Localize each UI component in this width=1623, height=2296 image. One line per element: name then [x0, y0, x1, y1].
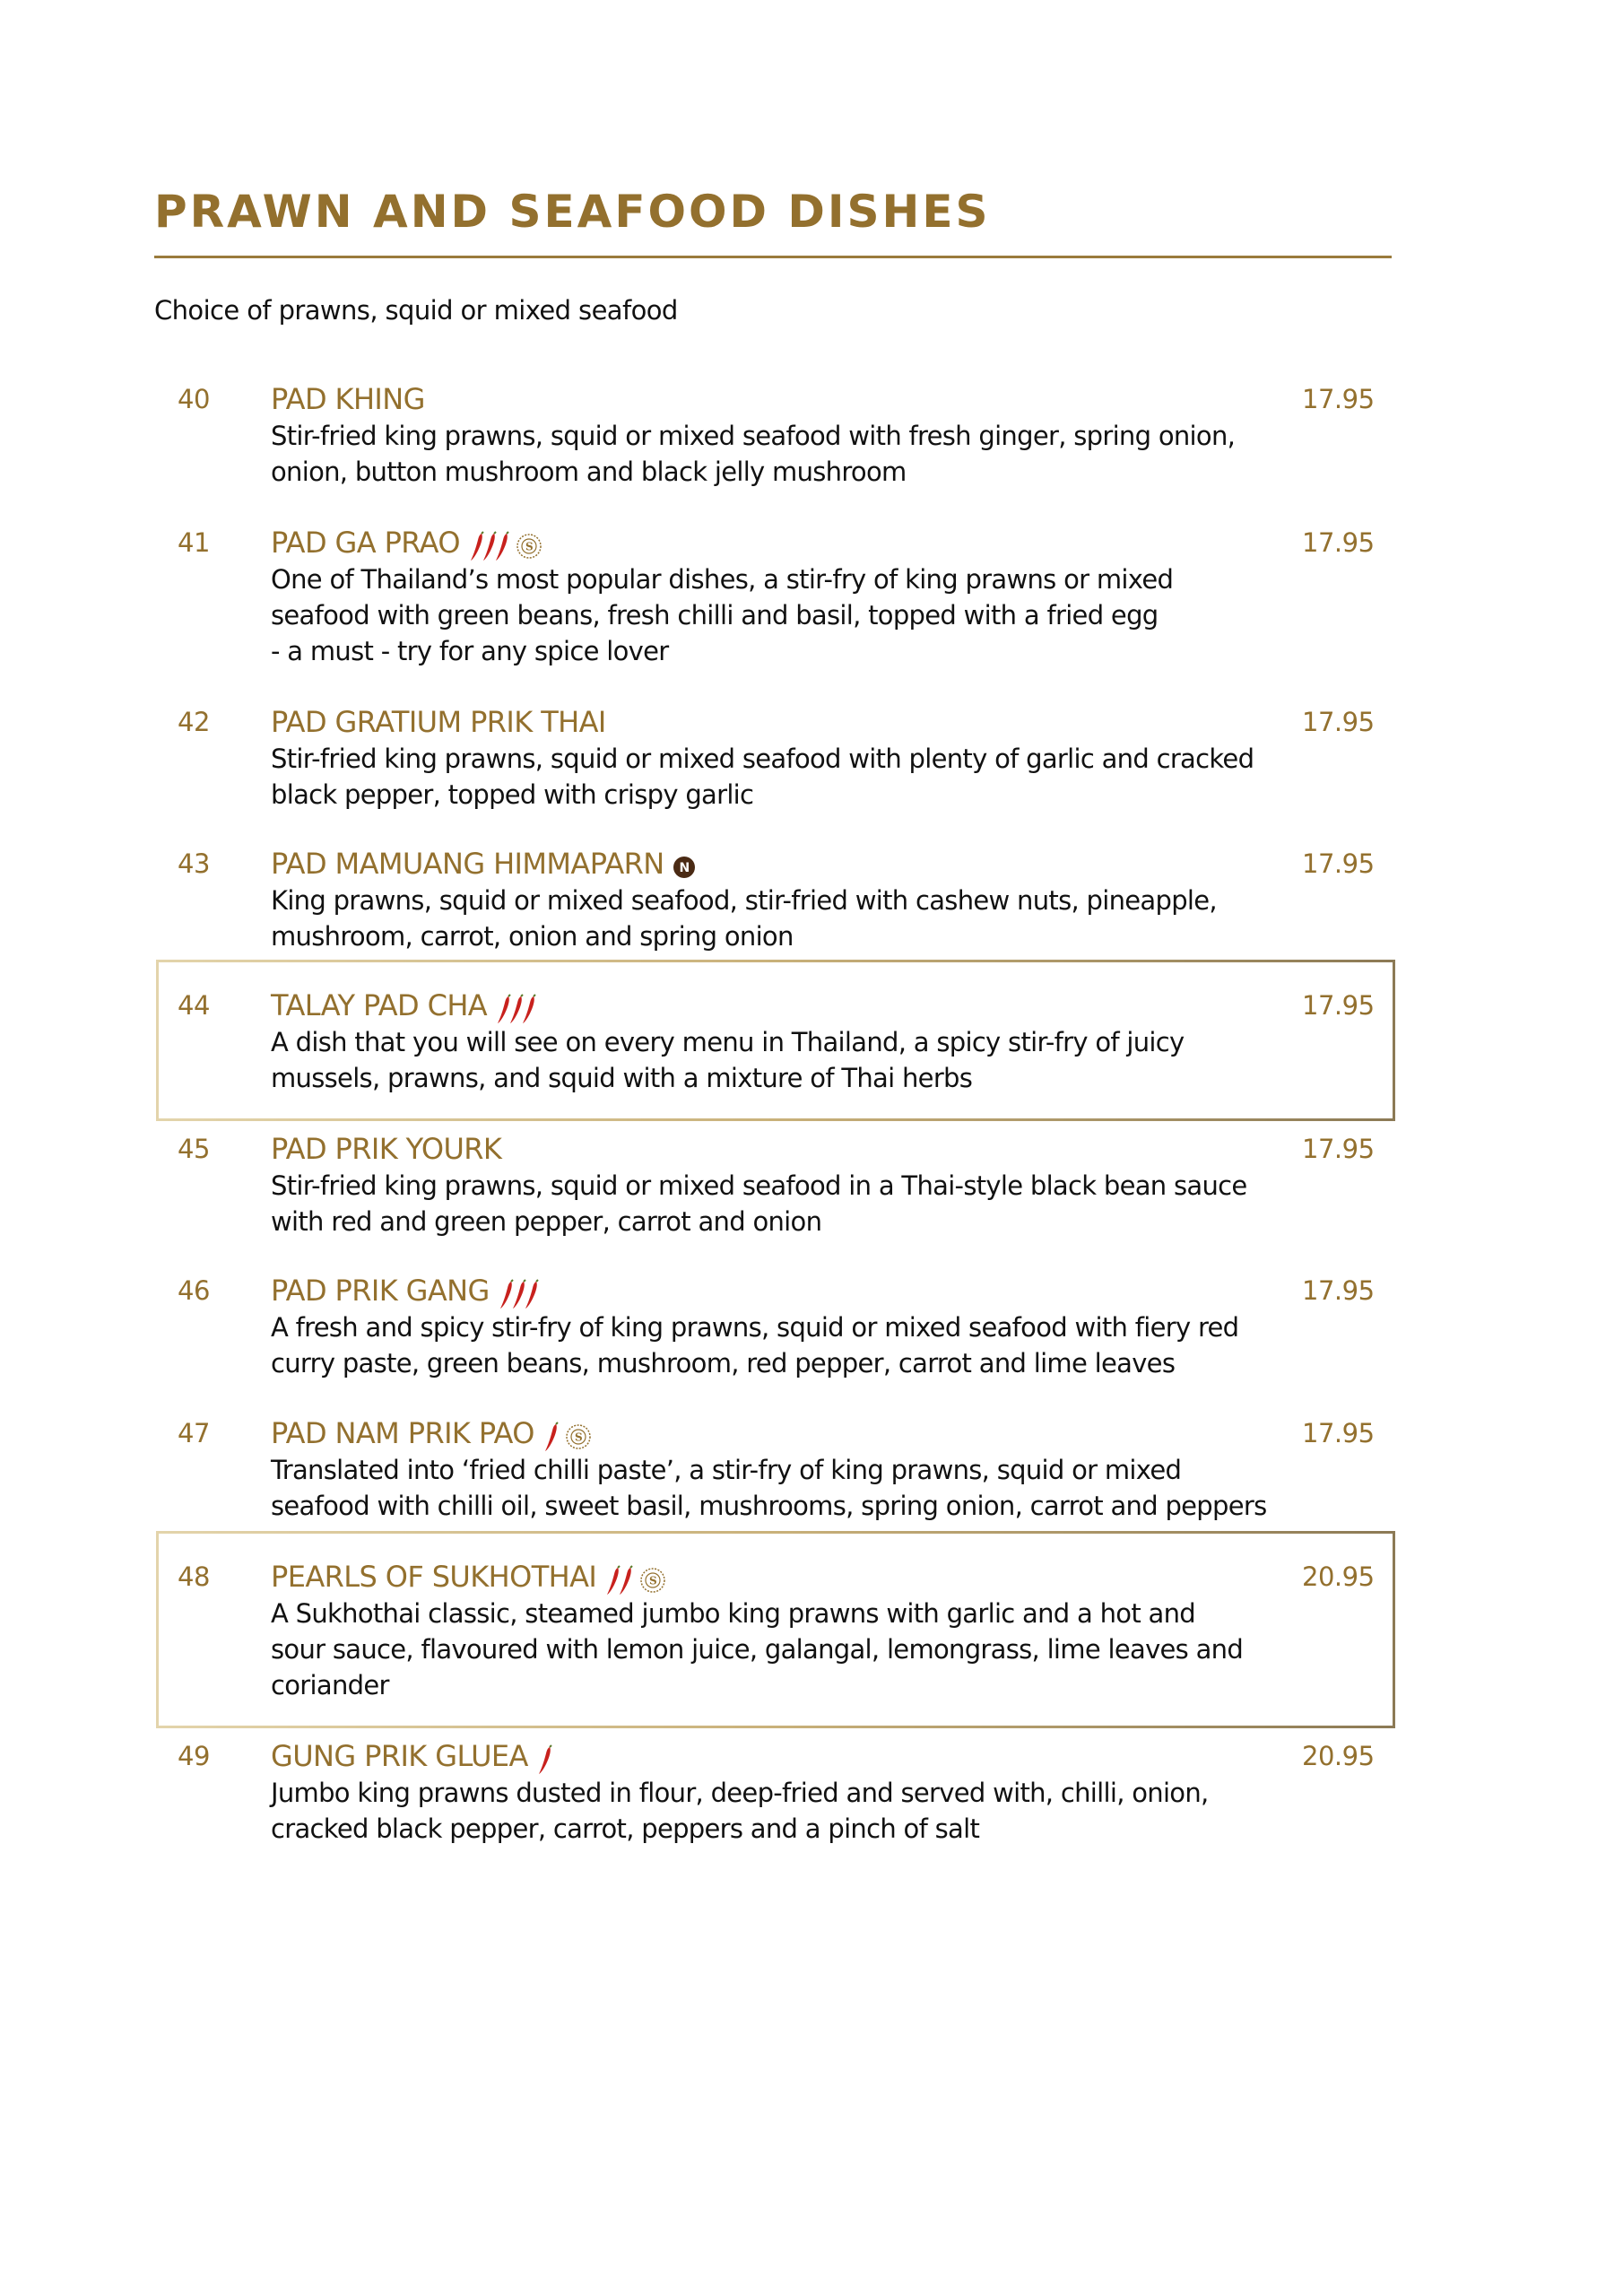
page-title: PRAWN AND SEAFOOD DISHES [154, 186, 991, 238]
nuts-icon [672, 848, 697, 883]
item-icons [542, 1416, 592, 1454]
description-line: Jumbo king prawns dusted in flour, deep-fried and served with, chilli, onion, [271, 1778, 1209, 1808]
item-description [271, 1596, 1275, 1703]
svg-text:N: N [679, 861, 690, 875]
item-name-text: PAD GRATIUM PRIK THAI [271, 705, 606, 739]
chilli-2-icon [603, 1561, 636, 1596]
description-line: seafood with chilli oil, sweet basil, mushrooms, spring onion, carrot and peppers [271, 1491, 1267, 1521]
description-line: A dish that you will see on every menu in Thailand, a spicy stir-fry of juicy [271, 1027, 1185, 1057]
item-name-text: TALAY PAD CHA [271, 988, 488, 1022]
description-line: A fresh and spicy stir-fry of king prawns, squid or mixed seafood with fiery red [271, 1312, 1239, 1343]
chilli-3-icon [494, 990, 539, 1024]
item-name [271, 380, 425, 418]
item-price: 17.95 [1302, 707, 1375, 737]
item-price: 20.95 [1302, 1741, 1375, 1771]
section-intro: Choice of prawns, squid or mixed seafood [154, 295, 678, 326]
item-name-text: PAD NAM PRIK PAO [271, 1416, 534, 1450]
item-name [271, 1558, 666, 1597]
description-line: Stir-fried king prawns, squid or mixed seafood in a Thai-style black bean sauce [271, 1170, 1247, 1201]
chilli-shape [496, 534, 508, 561]
description-line: black pepper, topped with crispy garlic [271, 779, 754, 810]
item-price: 17.95 [1302, 384, 1375, 414]
description-line: Translated into ‘fried chilli paste’, a stir-fry of king prawns, squid or mixed [271, 1455, 1182, 1485]
item-name-text: GUNG PRIK GLUEA [271, 1739, 528, 1773]
item-description [271, 1309, 1275, 1381]
svg-text:S: S [649, 1574, 657, 1587]
item-description [271, 1168, 1275, 1239]
chilli-shape [500, 1282, 512, 1309]
chilli-shape [525, 1282, 537, 1309]
chilli-shape [539, 1747, 551, 1774]
item-number: 42 [178, 707, 210, 737]
description-line: coriander [271, 1670, 389, 1700]
item-icons [467, 526, 542, 563]
item-description [271, 1775, 1275, 1847]
chilli-shape [510, 996, 522, 1023]
description-line: King prawns, squid or mixed seafood, stir-fried with cashew nuts, pineapple, [271, 885, 1217, 916]
description-line: curry paste, green beans, mushroom, red pepper, carrot and lime leaves [271, 1348, 1176, 1378]
item-number: 46 [178, 1275, 210, 1306]
item-name-text: PAD PRIK GANG [271, 1274, 490, 1308]
item-price: 17.95 [1302, 1275, 1375, 1306]
item-name [271, 1737, 555, 1777]
description-line: with red and green pepper, carrot and onion [271, 1206, 822, 1237]
item-name [271, 845, 697, 884]
item-number: 43 [178, 848, 210, 879]
description-line: Stir-fried king prawns, squid or mixed seafood with fresh ginger, spring onion, [271, 421, 1236, 451]
chilli-3-icon [467, 527, 512, 561]
item-icons [497, 1274, 542, 1311]
item-number: 44 [178, 990, 210, 1021]
description-line: A Sukhothai classic, steamed jumbo king prawns with garlic and a hot and [271, 1598, 1195, 1629]
item-name-text: PAD KHING [271, 382, 425, 416]
chilli-shape [607, 1568, 619, 1595]
signature-seal-icon [639, 1561, 666, 1596]
chilli-shape [483, 534, 495, 561]
item-number: 48 [178, 1561, 210, 1592]
item-name [271, 1414, 592, 1454]
item-description [271, 883, 1275, 954]
item-number: 47 [178, 1418, 210, 1448]
description-line: onion, button mushroom and black jelly mushroom [271, 457, 907, 487]
item-icons [535, 1739, 555, 1777]
item-number: 41 [178, 527, 210, 558]
item-name-text: PEARLS OF SUKHOTHAI [271, 1560, 597, 1594]
item-description [271, 1024, 1275, 1096]
item-number: 49 [178, 1741, 210, 1771]
item-icons [603, 1560, 666, 1597]
item-name [271, 524, 542, 563]
description-line: Stir-fried king prawns, squid or mixed seafood with plenty of garlic and cracked [271, 744, 1254, 774]
item-name [271, 703, 606, 741]
item-price: 17.95 [1302, 1134, 1375, 1164]
chilli-icon [542, 1418, 561, 1452]
item-icons [672, 847, 697, 884]
chilli-shape [513, 1282, 525, 1309]
svg-text:S: S [525, 540, 534, 553]
item-description [271, 418, 1275, 490]
chilli-shape [498, 996, 509, 1023]
signature-seal-icon [565, 1418, 592, 1452]
item-name [271, 1130, 501, 1168]
item-price: 17.95 [1302, 848, 1375, 879]
item-name-text: PAD PRIK YOURK [271, 1132, 502, 1166]
description-line: mussels, prawns, and squid with a mixture of Thai herbs [271, 1063, 973, 1093]
item-description [271, 1452, 1275, 1524]
chilli-shape [545, 1424, 557, 1451]
chilli-shape [620, 1568, 631, 1595]
item-number: 45 [178, 1134, 210, 1164]
item-price: 17.95 [1302, 1418, 1375, 1448]
chilli-shape [523, 996, 534, 1023]
item-price: 20.95 [1302, 1561, 1375, 1592]
description-line: - a must - try for any spice lover [271, 636, 669, 666]
item-name-text: PAD GA PRAO [271, 526, 460, 560]
signature-seal-icon [516, 527, 542, 561]
chilli-3-icon [497, 1275, 542, 1309]
item-price: 17.95 [1302, 527, 1375, 558]
description-line: seafood with green beans, fresh chilli and basil, topped with a fried egg [271, 600, 1159, 631]
item-price: 17.95 [1302, 990, 1375, 1021]
svg-text:S: S [574, 1431, 582, 1444]
description-line: sour sauce, flavoured with lemon juice, galangal, lemongrass, lime leaves and [271, 1634, 1244, 1665]
item-name [271, 1272, 542, 1311]
description-line: mushroom, carrot, onion and spring onion [271, 921, 794, 952]
item-description [271, 741, 1275, 813]
chilli-shape [471, 534, 482, 561]
item-number: 40 [178, 384, 210, 414]
description-line: One of Thailand’s most popular dishes, a stir-fry of king prawns or mixed [271, 564, 1174, 595]
chilli-icon [535, 1741, 555, 1775]
item-name-text: PAD MAMUANG HIMMAPARN [271, 847, 664, 881]
description-line: cracked black pepper, carrot, peppers and a pinch of salt [271, 1813, 980, 1844]
item-icons [494, 988, 539, 1026]
item-description [271, 561, 1275, 669]
title-divider [154, 256, 1392, 258]
item-name [271, 987, 539, 1026]
